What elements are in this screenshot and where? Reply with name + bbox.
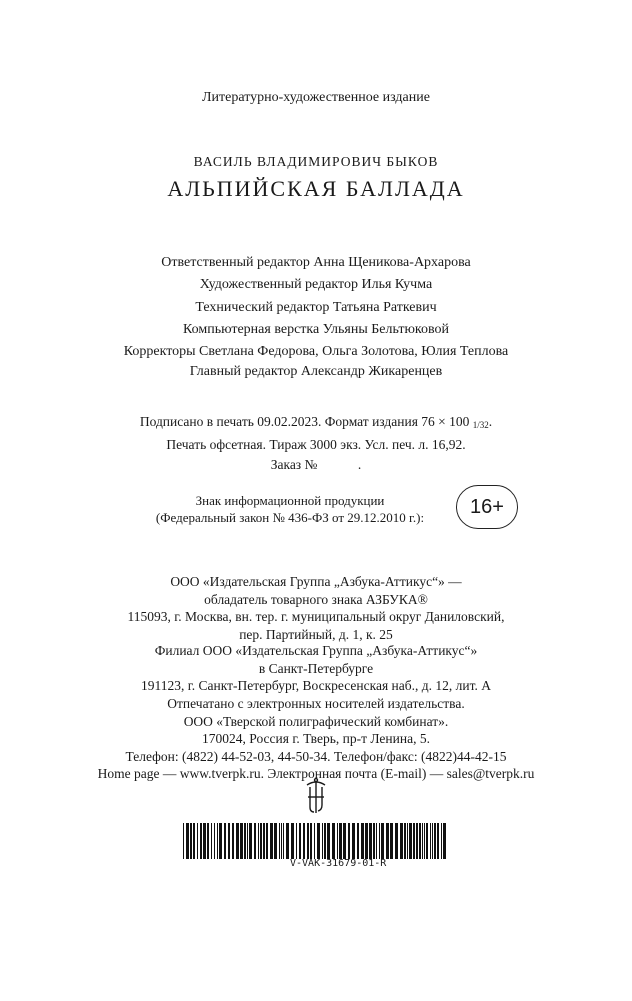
book-title: АЛЬПИЙСКАЯ БАЛЛАДА <box>167 176 465 201</box>
printer-line: ООО «Тверской полиграфический комбинат». <box>183 713 449 729</box>
branch-line: Филиал ООО «Издательская Группа „Азбука-Аттикус“» <box>154 643 478 658</box>
format-fraction: 1/32 <box>472 420 489 430</box>
age-rating-badge: 16+ <box>456 485 518 529</box>
credit-line: Художественный редактор Илья Кучма <box>199 277 433 293</box>
credit-line: Компьютерная верстка Ульяны Бельтюковой <box>182 321 450 337</box>
publisher-block <box>0 573 632 643</box>
print-line: Печать офсетная. Тираж 3000 экз. Усл. печ. л. 16,92. <box>166 437 466 452</box>
author-name: ВАСИЛЬ ВЛАДИМИРОВИЧ БЫКОВ <box>193 154 439 169</box>
credit-line: Корректоры Светлана Федорова, Ольга Золотова, Юлия Теплова <box>123 344 509 360</box>
barcode-icon <box>183 823 449 859</box>
print-line: Подписано в печать 09.02.2023. Формат издания 76 × 100 $_{1/32}$. <box>139 414 493 430</box>
barcode-code: V-VAK-31679-01-R <box>290 858 387 869</box>
printer-line: Телефон: (4822) 44-52-03, 44-50-34. Телефон/факс: (4822)44-42-15 <box>125 748 507 764</box>
genre-line: Литературно-художественное издание <box>202 90 430 105</box>
printer-line: 170024, Россия г. Тверь, пр-т Ленина, 5. <box>202 731 430 746</box>
publisher-line: обладатель товарного знака АЗБУКА® <box>204 591 428 607</box>
rating-label <box>140 492 440 526</box>
printer-line: Отпечатано с электронных носителей издательства. <box>167 696 465 711</box>
printer-line: Home page — www.tverpk.ru. Электронная почта (E-mail) — sales@tverpk.ru <box>97 766 535 781</box>
branch-line: 191123, г. Санкт-Петербург, Воскресенская наб., д. 12, лит. А <box>141 678 491 693</box>
print-info <box>0 412 632 475</box>
credit-line: Технический редактор Татьяна Раткевич <box>195 299 437 315</box>
publisher-line: 115093, г. Москва, вн. тер. г. муниципальный округ Даниловский, <box>127 609 505 624</box>
printer-logo-icon <box>303 777 329 817</box>
credit-line: Ответственный редактор Анна Щеникова-Архарова <box>161 255 471 270</box>
rating-line: Знак информационной продукции <box>195 493 385 508</box>
publisher-line: пер. Партийный, д. 1, к. 25 <box>239 626 393 642</box>
branch-block <box>0 642 632 695</box>
chief-editor: Главный редактор Александр Жикаренцев <box>189 364 443 379</box>
credits-block <box>0 252 632 363</box>
rating-line: (Федеральный закон № 436-ФЗ от 29.12.2010 г.): <box>155 510 425 525</box>
branch-line: в Санкт-Петербурге <box>258 660 374 676</box>
printer-block <box>0 695 632 783</box>
publisher-line: ООО «Издательская Группа „Азбука-Аттикус“» — <box>170 574 462 589</box>
print-line: Заказ № . <box>270 457 362 472</box>
